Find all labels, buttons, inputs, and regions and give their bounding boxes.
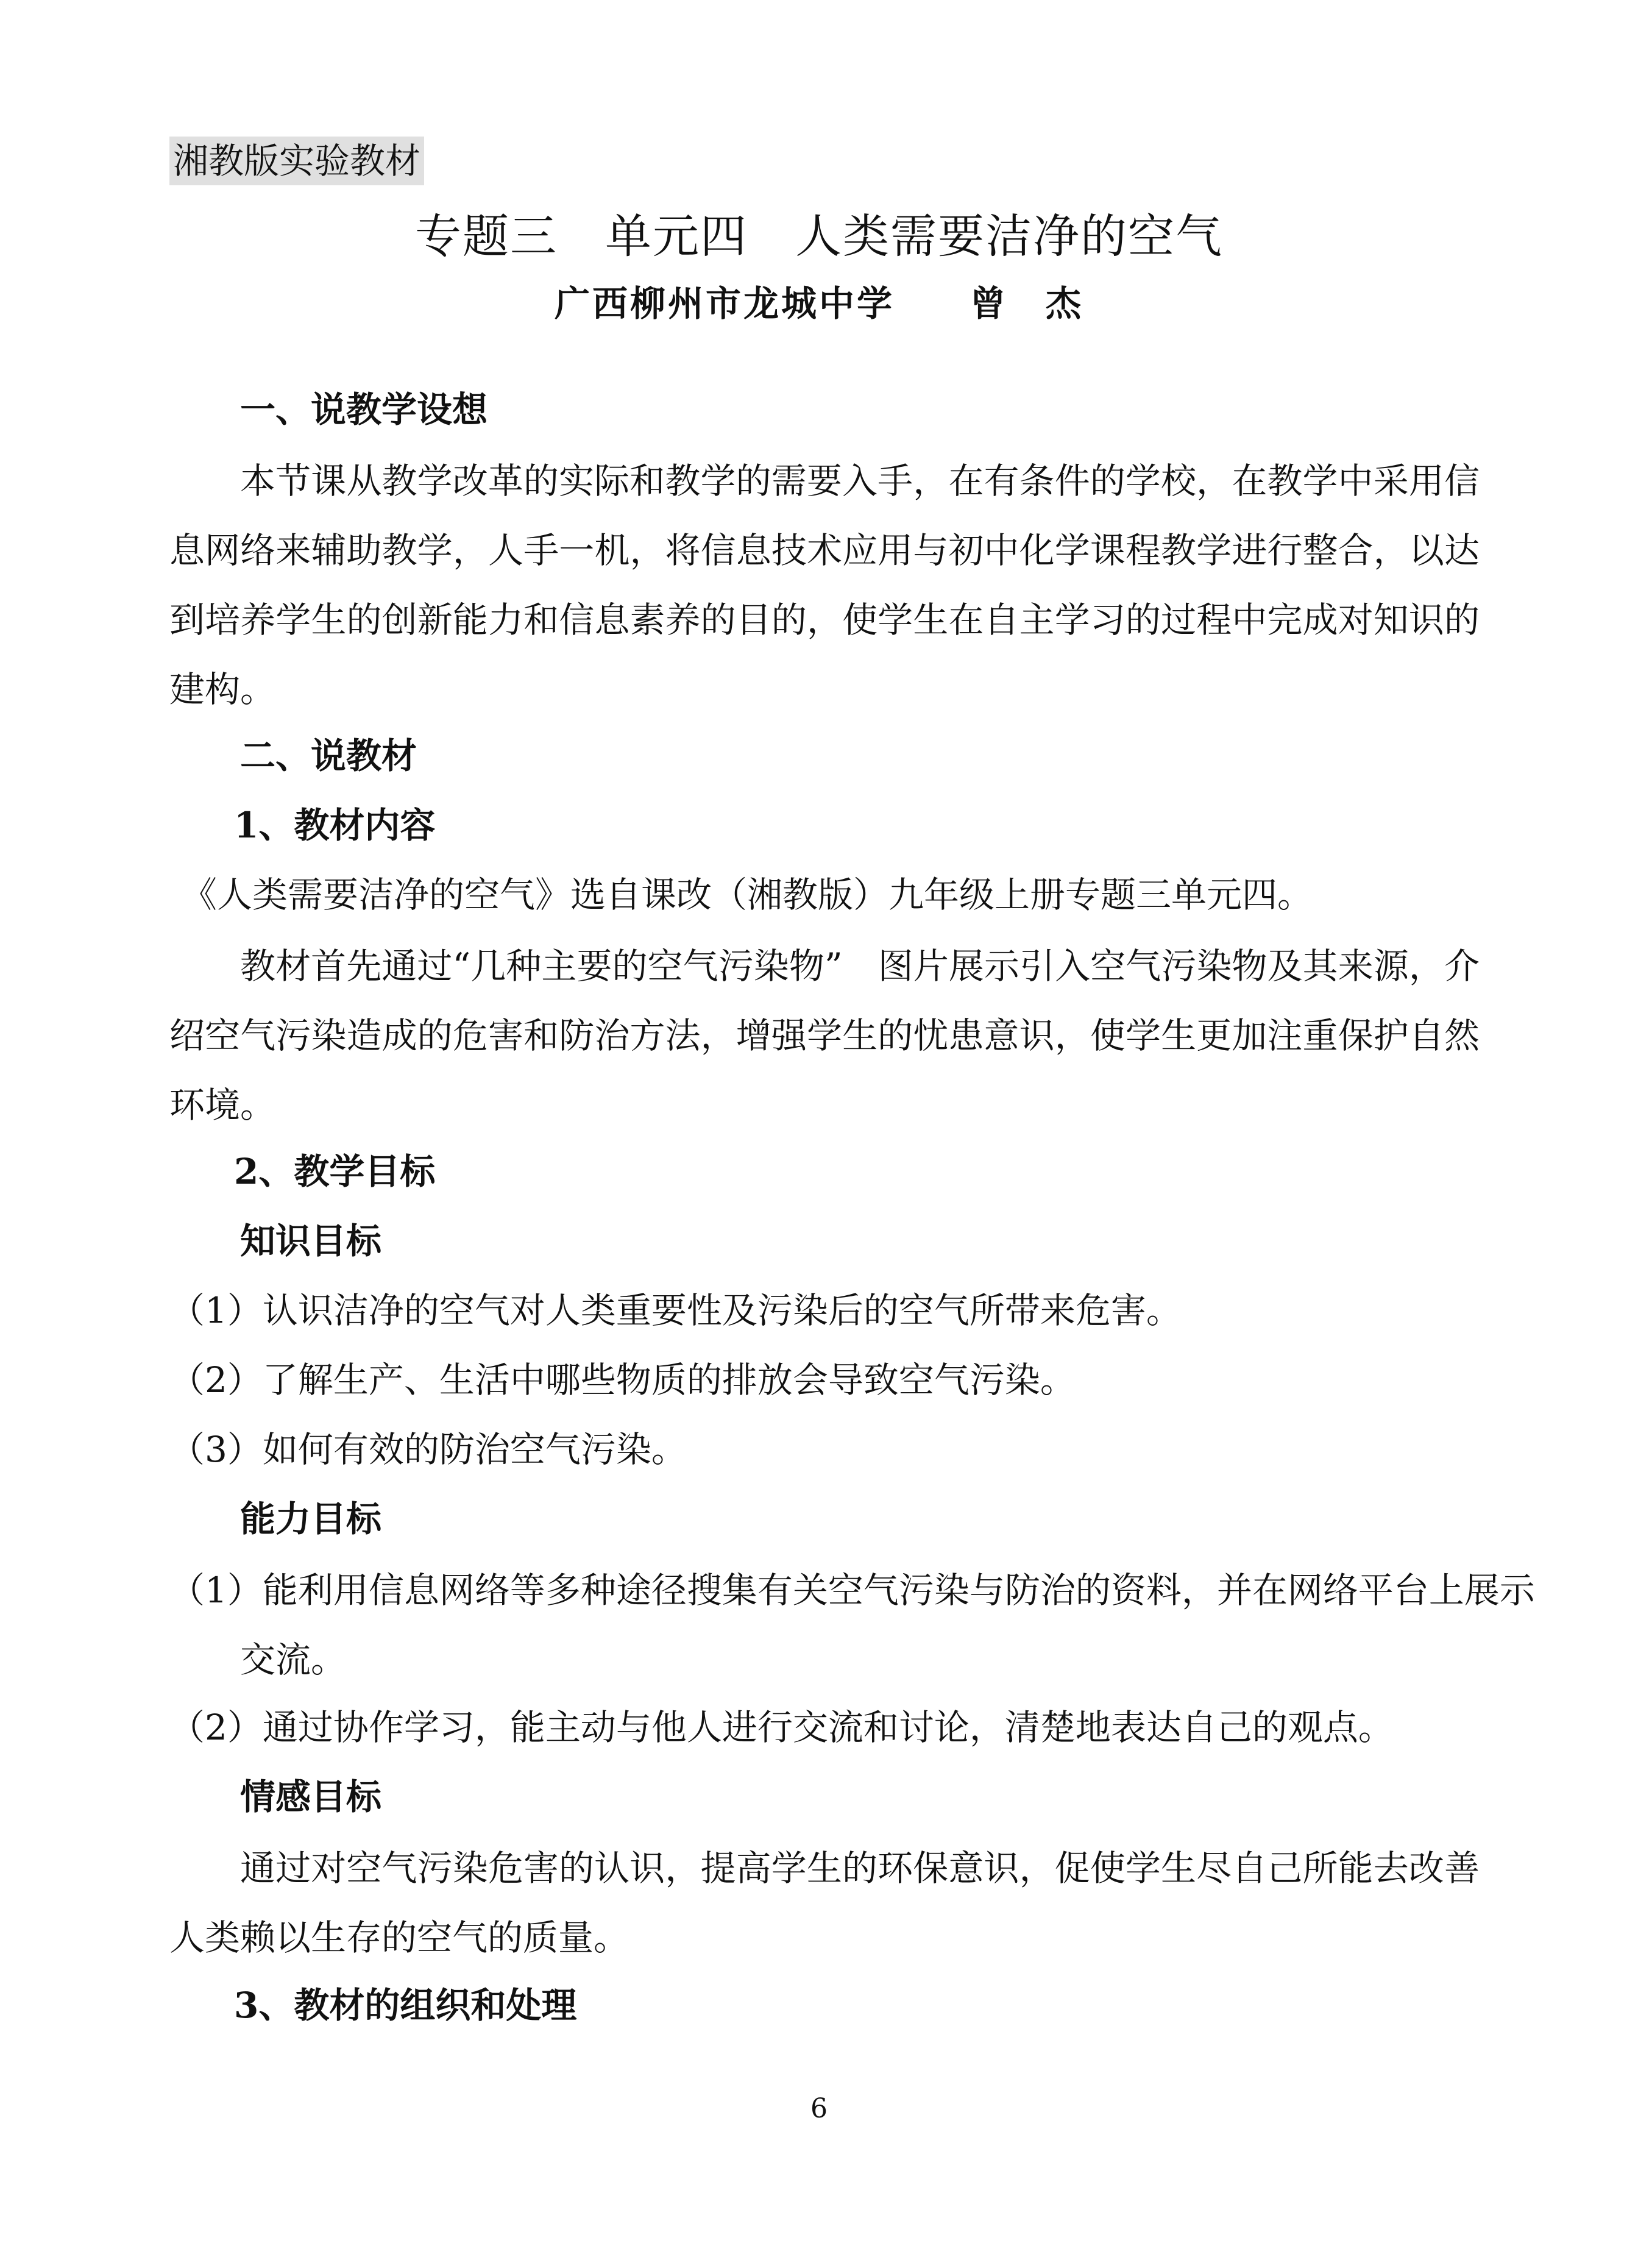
sub1-line1: 《人类需要洁净的空气》选自课改（湘教版）九年级上册专题三单元四。: [182, 874, 1313, 915]
sub2-heading: 2、教学目标: [234, 1151, 436, 1192]
section1-heading: 一、说教学设想: [240, 389, 488, 430]
author-line: 广西柳州市龙城中学 曾 杰: [554, 283, 1083, 324]
sub1-body: 教材首先通过“几种主要的空气污染物” 图片展示引入空气污染物及其来源，介绍空气污染造成的危害和防治方法，增强学生的忧患意识，使学生更加注重保护自然环境。: [169, 945, 1480, 1126]
section2-heading: 二、说教材: [240, 735, 417, 777]
knowledge-item-2: （2）了解生产、生活中哪些物质的排放会导致空气污染。: [169, 1359, 1076, 1401]
sub3-heading: 3、教材的组织和处理: [234, 1985, 577, 2026]
knowledge-item-1: （1）认识洁净的空气对人类重要性及污染后的空气所带来危害。: [169, 1290, 1182, 1331]
emotion-body: 通过对空气污染危害的认识，提高学生的环保意识，促使学生尽自己所能去改善人类赖以生存的空气的质量。: [169, 1847, 1480, 1958]
ability-heading: 能力目标: [240, 1498, 382, 1540]
sub1-heading: 1、教材内容: [234, 805, 436, 846]
section1-body: 本节课从教学改革的实际和教学的需要入手，在有条件的学校，在教学中采用信息网络来辅助教学，人手一机，将信息技术应用与初中化学课程教学进行整合，以达到培养学生的创新能力和信息素养的目的，使学生在自主学习的过程中完成对知识的建构。: [169, 460, 1480, 710]
ability-item-1: （1）能利用信息网络等多种途径搜集有关空气污染与防治的资料，并在网络平台上展示交流。: [169, 1569, 1535, 1680]
emotion-heading: 情感目标: [240, 1776, 382, 1818]
textbook-tag: 湘教版实验教材: [169, 137, 424, 185]
page-title: 专题三 单元四 人类需要洁净的空气: [415, 209, 1223, 263]
page-number: 6: [810, 2093, 828, 2124]
knowledge-heading: 知识目标: [240, 1220, 382, 1262]
knowledge-item-3: （3）如何有效的防治空气污染。: [169, 1429, 687, 1470]
ability-item-2: （2）通过协作学习，能主动与他人进行交流和讨论，清楚地表达自己的观点。: [169, 1707, 1394, 1748]
